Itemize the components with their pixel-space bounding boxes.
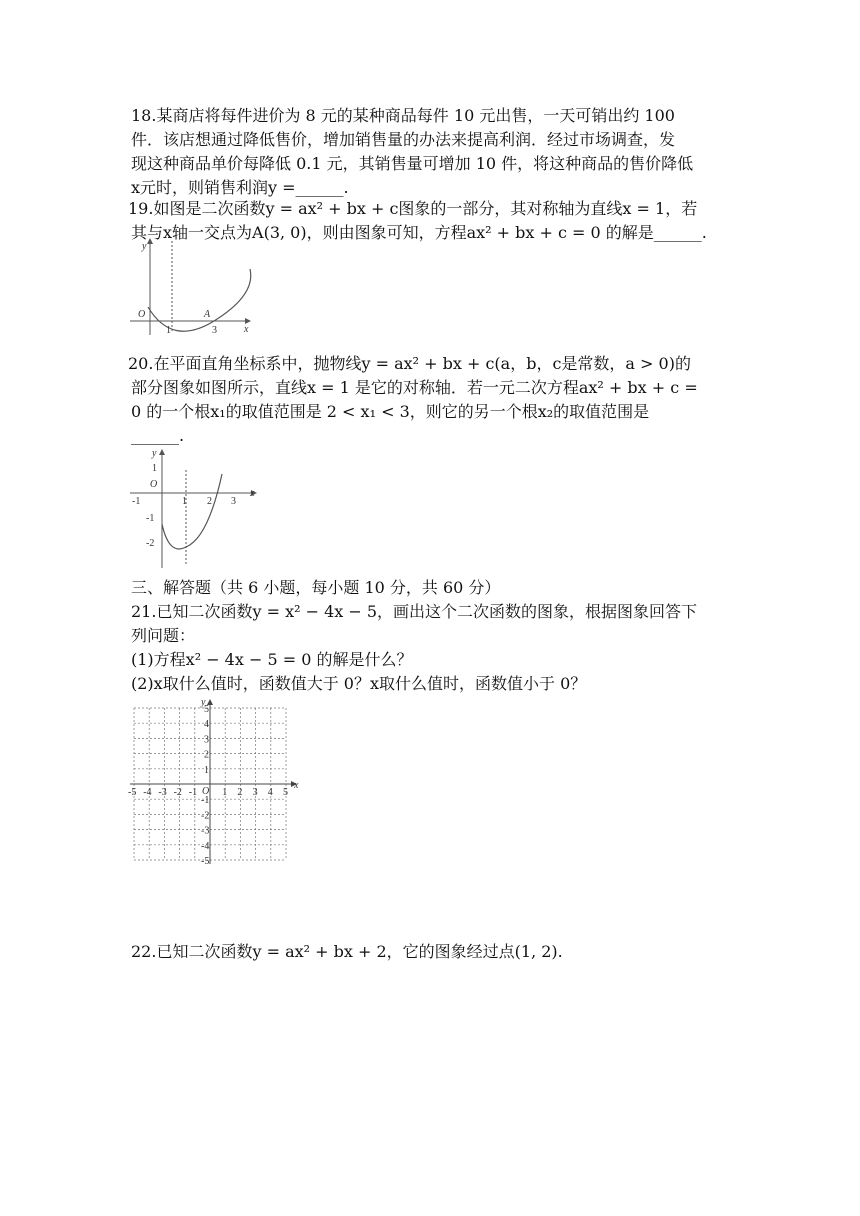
grid-x-tick-label: 3 — [252, 787, 258, 798]
grid-y-tick-label: -2 — [201, 810, 210, 822]
q20-x-tick-2: 2 — [207, 496, 212, 507]
grid-y-tick-label: -1 — [201, 795, 210, 807]
q22-line-1: 22.已知二次函数y = ax² + bx + 2，它的图象经过点(1, 2). — [131, 942, 563, 961]
q19-figure — [128, 237, 258, 341]
grid-x-tick-label: -3 — [158, 787, 167, 798]
grid-x-tick-label: -4 — [143, 787, 152, 798]
grid-y-tick-label: 2 — [204, 749, 209, 761]
grid-y-tick-label: -5 — [201, 856, 210, 867]
q20-origin-label: O — [150, 479, 158, 490]
q19-point-a-label: A — [204, 309, 211, 320]
q20-x-tick-neg1: -1 — [132, 496, 141, 507]
q21-line-3: (1)方程x² − 4x − 5 = 0 的解是什么？ — [131, 650, 413, 669]
q20-x-label: x — [250, 488, 255, 499]
q20-x-tick-1: 1 — [182, 496, 187, 507]
q20-y-tick-neg1: -1 — [146, 513, 155, 524]
q20-x-tick-3: 3 — [231, 496, 236, 507]
grid-x-tick-label: -1 — [188, 787, 198, 798]
grid-y-label: y — [201, 697, 206, 708]
grid-y-tick-label: 1 — [204, 764, 209, 776]
grid-x-tick-label: 1 — [222, 787, 228, 798]
q20-y-tick-1: 1 — [152, 463, 157, 474]
grid-x-tick-label: 2 — [237, 787, 243, 798]
grid-y-tick-label: -3 — [201, 825, 210, 837]
q21-coordinate-grid — [128, 692, 318, 872]
q18-line-3: 现这种商品单价每降低 0.1 元，其销售量可增加 10 件，将这种商品的售价降低 — [131, 154, 694, 173]
q19-tick-1: 1 — [166, 325, 171, 336]
q20-y-tick-neg2: -2 — [146, 538, 155, 549]
grid-y-tick-label: 3 — [204, 734, 209, 746]
q21-line-2: 列问题： — [131, 626, 196, 645]
q20-y-label: y — [152, 448, 157, 459]
q19-y-label: y — [142, 241, 147, 252]
q19-parabola — [148, 269, 251, 331]
section-3-heading: 三、解答题（共 6 小题，每小题 10 分，共 60 分） — [131, 578, 501, 597]
grid-x-tick-label: 5 — [283, 787, 288, 798]
grid-y-tick-label: -4 — [201, 840, 210, 852]
q20-line-4: ______. — [131, 426, 185, 445]
q20-figure — [128, 446, 268, 574]
q19-tick-3: 3 — [212, 325, 217, 336]
grid-x-tick-label: -2 — [173, 787, 182, 798]
grid-origin-label: O — [202, 786, 210, 797]
grid-x-tick-label: -5 — [128, 787, 137, 798]
q18-line-1: 18.某商店将每件进价为 8 元的某种商品每件 10 元出售，一天可销出约 100 — [131, 106, 675, 125]
grid-y-tick-label: 5 — [204, 704, 209, 715]
grid-x-tick-label: 4 — [267, 787, 273, 798]
grid-x-label: x — [294, 780, 299, 791]
q20-parabola — [162, 474, 222, 549]
grid-y-tick-label: 4 — [204, 719, 209, 731]
q21-line-1: 21.已知二次函数y = x² − 4x − 5，画出这个二次函数的图象，根据图象回答下 — [131, 602, 698, 621]
q20-line-2: 部分图象如图所示，直线x = 1 是它的对称轴．若一元二次方程ax² + bx + c = — [131, 378, 698, 397]
q18-line-2: 件．该店想通过降低售价，增加销售量的办法来提高利润．经过市场调查，发 — [131, 130, 676, 149]
q19-line-2: 其与x轴一交点为A(3, 0)，则由图象可知，方程ax² + bx + c = 0 的解是______. — [131, 223, 707, 242]
q20-line-3: 0 的一个根x₁的取值范围是 2 < x₁ < 3，则它的另一个根x₂的取值范围是 — [131, 402, 650, 421]
q21-line-4: (2)x取什么值时，函数值大于 0？x取什么值时，函数值小于 0？ — [131, 674, 587, 693]
q19-origin-label: O — [138, 309, 146, 320]
q18-line-4: x元时，则销售利润y =______. — [131, 178, 349, 197]
q20-line-1: 20.在平面直角坐标系中，抛物线y = ax² + bx + c(a，b，c是常数，a > 0)的 — [128, 354, 691, 373]
q19-x-label: x — [244, 324, 249, 335]
q19-line-1: 19.如图是二次函数y = ax² + bx + c图象的一部分，其对称轴为直线x = 1，若 — [128, 199, 698, 218]
